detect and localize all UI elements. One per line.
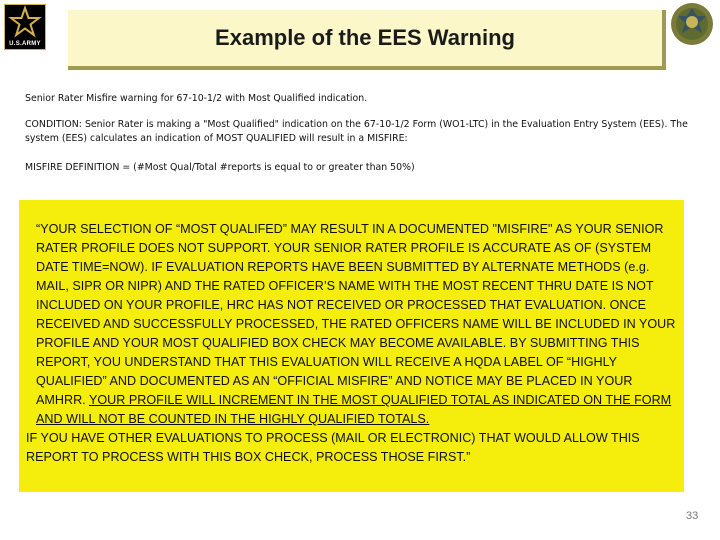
misfire-line: Senior Rater Misfire warning for 67-10-1/2 with Most Qualified indication. (25, 93, 368, 104)
army-star-logo-icon (4, 4, 46, 50)
warning-text-main: “YOUR SELECTION OF “MOST QUALIFED” MAY RESULT IN A DOCUMENTED "MISFIRE" AS YOUR SENIOR RATER PROFILE DOES NOT SUPPORT. YOUR SENIOR RATER PROFILE IS ACCURATE AS OF (SYSTEM DATE TIME=NOW). IF EVALUATION REPORTS HAVE BEEN SUBMITTED BY ALTERNATE METHODS (e.g. MAIL, SIPR OR NIPR) AND THE RATED OFFICER’S NAME WITH THE MOST RECENT THRU DATE IS NOT INCLUDED ON YOUR PROFILE, HRC HAS NOT RECEIVED OR PROCESSED THAT EVALUATION. ONCE RECEIVED AND SUCCESSFULLY PROCESSED, THE RATED OFFICERS NAME WILL BE INCLUDED IN YOUR PROFILE AND YOUR MOST QUALIFIED BOX CHECK MAY BECOME AVAILABLE. BY SUBMITTING THIS REPORT, YOU UNDERSTAND THAT THIS EVALUATION WILL RECEIVE A HQDA LABEL OF “HIGHLY QUALIFIED” AND DOCUMENTED AS AN “OFFICIAL MISFIRE” AND NOTICE MAY BE PLACED IN YOUR AMHRR. (36, 222, 676, 407)
title-banner (68, 10, 666, 70)
warning-paragraph (26, 220, 678, 429)
hrc-seal-icon (670, 2, 714, 46)
page-number: 33 (686, 510, 699, 522)
logo-text: U.S.ARMY (9, 41, 41, 47)
condition-text: CONDITION: Senior Rater is making a "Most Qualified" indication on the 67-10-1/2 Form (WO1-LTC) in the Evaluation Entry System (EES). The system (EES) calculates an indication of MOST QUALIFIED will result in a MISFIRE: (25, 119, 688, 144)
page-title: Example of the EES Warning (215, 25, 515, 50)
misfire-definition: MISFIRE DEFINITION = (#Most Qual/Total #reports is equal to or greater than 50%) (25, 162, 415, 173)
warning-box (19, 200, 684, 492)
warning-text-underlined: YOUR PROFILE WILL INCREMENT IN THE MOST QUALIFIED TOTAL AS INDICATED ON THE FORM AND WILL NOT BE COUNTED IN THE HIGHLY QUALIFIED TOTALS. (36, 393, 672, 426)
warning-text-final: IF YOU HAVE OTHER EVALUATIONS TO PROCESS (MAIL OR ELECTRONIC) THAT WOULD ALLOW THIS REPORT TO PROCESS WITH THIS BOX CHECK, PROCESS THOSE FIRST.” (26, 431, 640, 464)
